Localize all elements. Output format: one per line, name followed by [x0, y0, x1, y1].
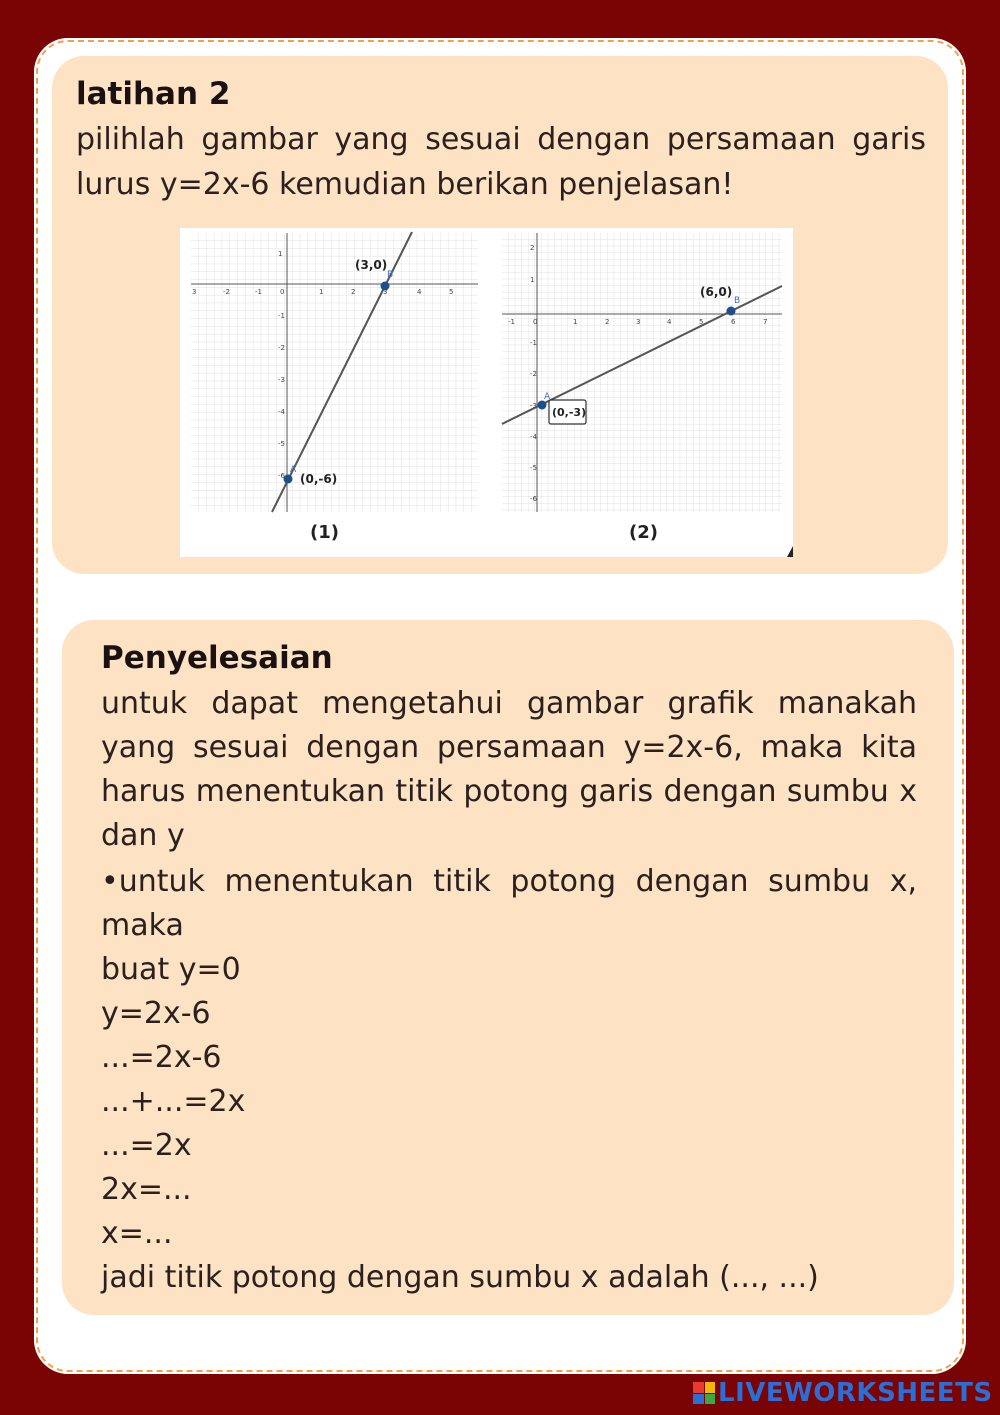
graph1-name-b: B — [387, 270, 394, 280]
tick-label: 3 — [383, 288, 388, 296]
tick-label: 1 — [319, 288, 324, 296]
tick-label: -5 — [278, 440, 285, 448]
tick-label: 5 — [699, 318, 704, 326]
tick-label: 3 — [636, 318, 641, 326]
graphs-figure — [180, 228, 793, 557]
tick-label: 1 — [530, 276, 535, 284]
graph2-label-b: (6,0) — [700, 285, 733, 299]
graph2-caption: (2) — [629, 522, 658, 543]
tick-label: -3 — [530, 402, 537, 410]
tick-label: 4 — [667, 318, 672, 326]
tick-label: -4 — [278, 408, 285, 416]
tick-label: 0 — [280, 288, 285, 296]
corner-mark — [787, 546, 793, 557]
tick-label: -1 — [508, 318, 515, 326]
solution-title: Penyelesaian — [101, 640, 333, 676]
tick-label: 4 — [417, 288, 422, 296]
tick-label: 6 — [731, 318, 736, 326]
tick-label: -2 — [530, 370, 537, 378]
tick-label: 5 — [449, 288, 454, 296]
graph1-name-a: A — [290, 465, 297, 475]
graph2-label-a: (0,-3) — [552, 406, 587, 419]
graph1-caption: (1) — [310, 522, 339, 543]
tick-label: 2 — [605, 318, 610, 326]
tick-label: -1 — [278, 312, 285, 320]
graph2-grid — [502, 233, 782, 512]
tick-label: -5 — [530, 464, 537, 472]
logo-text: LIVEWORKSHEETS — [718, 1378, 993, 1408]
solution-step: ...=2x — [101, 1128, 192, 1163]
solution-step: ...=2x-6 — [101, 1040, 222, 1075]
graphs-svg — [180, 228, 793, 557]
tick-label: 3 — [192, 288, 197, 296]
logo-icon — [693, 1382, 715, 1404]
tick-label: -1 — [255, 288, 262, 296]
tick-label: 2 — [530, 244, 535, 252]
tick-label: 7 — [763, 318, 768, 326]
tick-label: 1 — [278, 250, 283, 258]
solution-step: y=2x-6 — [101, 996, 211, 1031]
graph1-label-b: (3,0) — [355, 258, 388, 272]
exercise-instruction: pilihlah gambar yang sesuai dengan persamaan garis lurus y=2x-6 kemudian berikan penjelasan! — [76, 122, 926, 202]
tick-label: 0 — [533, 318, 538, 326]
solution-step: buat y=0 — [101, 952, 241, 987]
tick-label: 2 — [351, 288, 356, 296]
solution-step: ...+...=2x — [101, 1084, 246, 1119]
solution-step: 2x=... — [101, 1172, 192, 1207]
exercise-title: latihan 2 — [76, 76, 231, 112]
solution-bullet: •untuk menentukan titik potong dengan sumbu x, maka — [101, 864, 917, 943]
tick-label: -1 — [530, 339, 537, 347]
tick-label: -6 — [278, 472, 285, 480]
graph2-point-b — [727, 307, 736, 316]
graph2-name-a: A — [544, 392, 551, 402]
tick-label: -3 — [278, 376, 285, 384]
tick-label: -2 — [278, 344, 285, 352]
solution-intro: untuk dapat mengetahui gambar grafik manakah yang sesuai dengan persamaan y=2x-6, maka kita harus menentukan titik potong garis dengan sumbu x dan y — [101, 686, 917, 853]
graph1-grid — [191, 233, 478, 512]
graph1-label-a: (0,-6) — [300, 472, 338, 486]
graph2-name-b: B — [734, 296, 741, 306]
solution-conclusion: jadi titik potong dengan sumbu x adalah (..., ...) — [101, 1260, 819, 1295]
tick-label: -4 — [530, 433, 537, 441]
tick-label: -6 — [530, 495, 537, 503]
liveworksheets-logo[interactable] — [693, 1376, 993, 1410]
tick-label: -2 — [223, 288, 230, 296]
solution-step: x=... — [101, 1216, 173, 1251]
tick-label: 1 — [573, 318, 578, 326]
